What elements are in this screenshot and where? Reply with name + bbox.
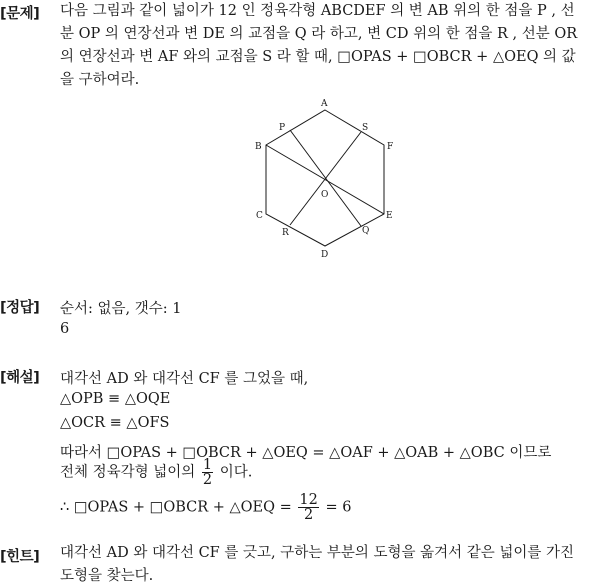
label-Q: Q bbox=[362, 226, 370, 236]
segment-BE bbox=[266, 145, 384, 214]
solution-line-5-pre: 전체 정육각형 넓이의 bbox=[60, 464, 196, 481]
hint-text: 대각선 AD 와 대각선 CF 를 긋고, 구하는 부분의 도형을 옮겨서 같은 넓이를 가진 도형을 찾는다. bbox=[60, 545, 574, 584]
label-C: C bbox=[256, 211, 263, 221]
solution-line-6 bbox=[60, 493, 351, 522]
label-S: S bbox=[362, 123, 369, 133]
answer-value: 6 bbox=[60, 321, 70, 337]
solution-line-5-post: 이다. bbox=[219, 464, 253, 481]
label-F: F bbox=[387, 142, 394, 152]
fraction-twelve-numerator: 12 bbox=[299, 492, 318, 508]
solution-line-6-pre: ∴ □OPAS + □OBCR + △OEQ = bbox=[60, 499, 292, 516]
fraction-twelve-denominator: 2 bbox=[304, 507, 314, 523]
answer-order-count: 순서: 없음, 갯수: 1 bbox=[60, 301, 182, 317]
label-A: A bbox=[321, 99, 328, 109]
solution-line-6-post: = 6 bbox=[325, 499, 352, 516]
label-O: O bbox=[321, 190, 329, 200]
answer-label: [정답] bbox=[0, 300, 40, 316]
solution-line-2: △OPB ≡ △OQE bbox=[60, 391, 171, 407]
label-R: R bbox=[282, 228, 289, 238]
label-E: E bbox=[386, 211, 393, 221]
hint-label: [힌트] bbox=[0, 549, 40, 565]
fraction-half-denominator: 2 bbox=[202, 472, 213, 488]
problem-label: [문제] bbox=[0, 6, 40, 22]
fraction-half-numerator: 1 bbox=[202, 457, 213, 473]
solution-label: [해설] bbox=[0, 370, 40, 386]
fraction-twelve-halves bbox=[298, 493, 318, 522]
solution-line-4: 따라서 □OPAS + □OBCR + △OEQ = △OAF + △OAB + △OBC 이므로 bbox=[60, 445, 552, 461]
solution-line-5 bbox=[60, 458, 252, 487]
label-D: D bbox=[321, 250, 329, 260]
label-B: B bbox=[255, 142, 262, 152]
fraction-half bbox=[202, 458, 213, 487]
hexagon-figure bbox=[252, 95, 402, 260]
problem-text: 다음 그림과 같이 넓이가 12 인 정육각형 ABCDEF 의 변 AB 위의 한 점을 P , 선분 OP 의 연장선과 변 DE 의 교점을 Q 라 하고, 변 CD 위의 한 점을 R , 선분 OR 의 연장선과 변 AF 와의 교점을 S 라 할 때, □OPAS + □OBCR + △OEQ 의 값을 구하여라. bbox=[60, 3, 578, 88]
label-P: P bbox=[279, 123, 286, 133]
solution-line-3: △OCR ≡ △OFS bbox=[60, 415, 170, 431]
solution-line-1: 대각선 AD 와 대각선 CF 를 그었을 때, bbox=[60, 371, 309, 387]
